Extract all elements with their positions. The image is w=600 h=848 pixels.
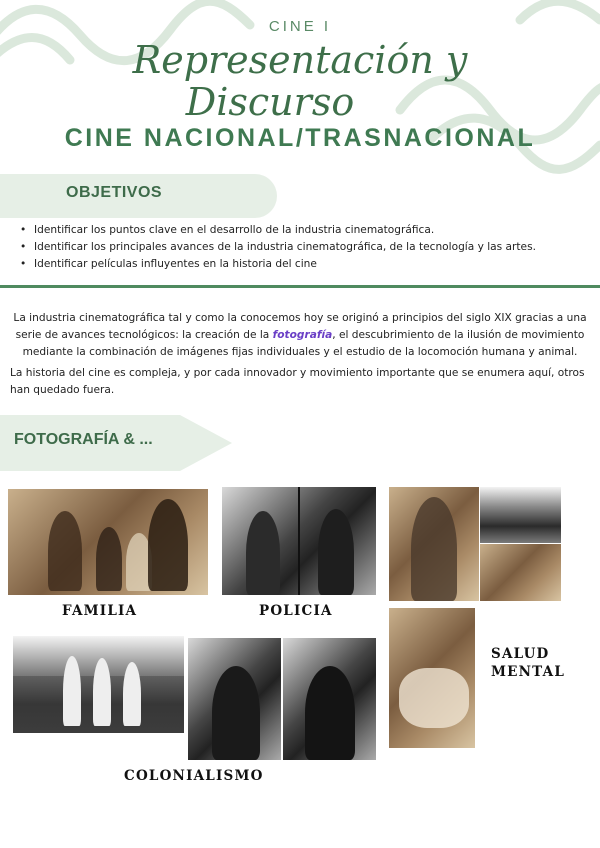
script-title-line1: Representación y [132, 38, 468, 82]
colonial-group-photo [13, 636, 184, 733]
caption-colonialismo: COLONIALISMO [124, 768, 264, 784]
intro-paragraph-1 [6, 310, 594, 361]
course-label: CINE I [268, 18, 332, 35]
script-title-line2: Discurso [185, 80, 355, 124]
caption-salud-line1: SALUD [491, 646, 550, 662]
mental-health-photo-3 [480, 544, 561, 601]
mental-health-photo-4 [389, 608, 475, 748]
objective-item: • Identificar películas influyentes en la historia del cine [18, 256, 588, 273]
colonial-portrait-photo-left [188, 638, 281, 760]
page-title: CINE NACIONAL/TRASNACIONAL [64, 124, 536, 152]
intro-paragraph-2: La historia del cine es compleja, y por cada innovador y movimiento importante que se enumera aquí, otros han quedado fuera. [10, 367, 585, 396]
family-photo [8, 489, 208, 595]
divider [0, 285, 600, 288]
section-label: FOTOGRAFÍA & ... [14, 431, 153, 448]
objectives-list [18, 222, 588, 273]
fotografia-highlight: fotografía [272, 329, 333, 341]
caption-familia: FAMILIA [62, 603, 138, 619]
objectives-label: OBJETIVOS [66, 184, 163, 201]
mental-health-photo-1 [389, 487, 479, 601]
objectives-banner [0, 174, 277, 218]
intro-text-b: , el descubrimiento de la ilusión de movimiento mediante la combinación de imágenes fijas individuales y el estudio de la locomoción humana y animal. [22, 329, 585, 358]
caption-policia: POLICIA [259, 603, 333, 619]
caption-salud-line2: MENTAL [491, 664, 566, 680]
objective-item: • Identificar los principales avances de la industria cinematográfica, de la tecnología y las artes. [18, 239, 588, 256]
colonial-portrait-photo-right [283, 638, 376, 760]
intro-text-a: La industria cinematográfica tal y como la conocemos hoy se originó a principios del siglo XIX gracias a una serie de avances tecnológicos: la creación de la [13, 312, 587, 341]
mental-health-photo-2 [480, 487, 561, 543]
police-mugshot-photo [222, 487, 376, 595]
objective-item: • Identificar los puntos clave en el desarrollo de la industria cinematográfica. [18, 222, 588, 239]
